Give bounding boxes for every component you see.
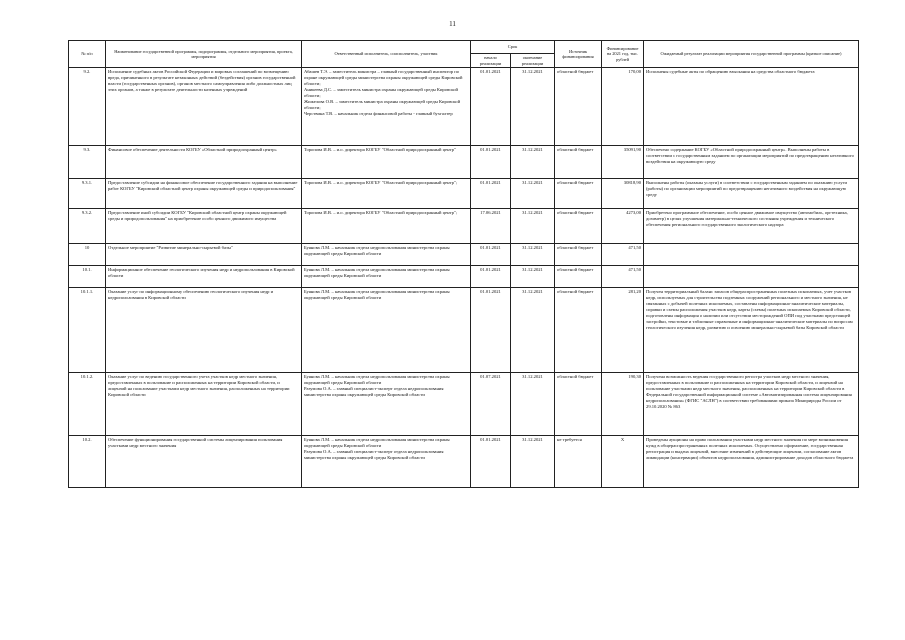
header-start: начало реализации: [471, 54, 511, 68]
row-executor: Торопова И.В. – и.о. директора КОГБУ "Областной природоохранный центр";: [302, 209, 471, 244]
header-funding: Финансирование на 2021 год, тыс. рублей: [602, 41, 644, 68]
header-result: Ожидаемый результат реализации мероприятия государственной программы (краткое описание): [644, 41, 859, 68]
row-source: областной бюджет: [555, 68, 602, 146]
row-end: 31.12.2021: [511, 179, 555, 209]
row-funding: 30818,90: [602, 179, 644, 209]
row-num: 9.3.: [69, 146, 106, 179]
row-name: Оказание услуг по ведению государственного учета участков недр местного значения, предоставленных в пользование и расположенных на территории Кировской области, и лицензий на пользование участками недр местного значения, расположенных на территории Кировской области: [106, 373, 302, 436]
row-name: Оказание услуг по информационному обеспечению геологического изучения недр и недропользования в Кировской области: [106, 288, 302, 373]
row-result: Приобретено программное обеспечение, особо ценное движимое имущество (автомобиль, оргтехника, дозиметр) в целях улучшения материально-технического состояния учреждения и технического обеспечения регионального государственного экологического надзора: [644, 209, 859, 244]
row-source: не требуется: [555, 436, 602, 488]
row-executor: Торопова И.В. – и.о. директора КОГБУ "Областной природоохранный центр": [302, 146, 471, 179]
row-result: Исполнены судебные акты по обращению взыскания на средства областного бюджета: [644, 68, 859, 146]
row-end: 31.12.2021: [511, 146, 555, 179]
row-result: Обеспечено содержание КОГБУ «Областной природоохранный центр». Выполнены работы в соответствии с государственным заданием по организации мероприятий по предотвращению негативного воздействия на окружающую среду: [644, 146, 859, 179]
row-source: областной бюджет: [555, 266, 602, 288]
row-num: 9.2.: [69, 68, 106, 146]
header-end: окончание реализации: [511, 54, 555, 68]
header-executor: Ответственный исполнитель, соисполнитель, участник: [302, 41, 471, 68]
row-executor: Буянова Л.М. – начальник отдела недропользования министерства охраны окружающей среды Кировской области: [302, 288, 471, 373]
row-funding: 4273,00: [602, 209, 644, 244]
row-start: 01.07.2021: [471, 373, 511, 436]
header-term: Срок: [471, 41, 555, 54]
row-start: 01.01.2021: [471, 436, 511, 488]
header-num: № п/п: [69, 41, 106, 68]
row-name: Обеспечение функционирования государственной системы лицензирования пользования участками недр местного значения: [106, 436, 302, 488]
row-start: 01.01.2021: [471, 266, 511, 288]
row-executor: Буянова Л.М. – начальник отдела недропользования министерства охраны окружающей среды Кировской области: [302, 244, 471, 266]
table-row: [69, 288, 859, 373]
row-name: Предоставление субсидии на финансовое обеспечение государственного задания на выполнение работ КОГБУ "Кировский областной центр охраны окружающей среды и природопользования": [106, 179, 302, 209]
row-num: 10.1.1.: [69, 288, 106, 373]
row-num: 10.1.2.: [69, 373, 106, 436]
row-funding: 471,50: [602, 266, 644, 288]
row-source: областной бюджет: [555, 288, 602, 373]
row-funding: 190,30: [602, 373, 644, 436]
row-num: 9.3.2.: [69, 209, 106, 244]
row-funding: 281,20: [602, 288, 644, 373]
row-end: 31.12.2021: [511, 266, 555, 288]
row-source: областной бюджет: [555, 373, 602, 436]
row-end: 31.12.2021: [511, 244, 555, 266]
row-end: 31.12.2021: [511, 288, 555, 373]
row-num: 10: [69, 244, 106, 266]
row-name: Информационное обеспечение геологического изучения недр и недропользования в Кировской области: [106, 266, 302, 288]
table-row: [69, 146, 859, 179]
row-start: 17.06.2021: [471, 209, 511, 244]
row-source: областной бюджет: [555, 244, 602, 266]
row-result: Проведены аукционы на право пользования участками недр местного значения по мере возникновения нужд в общераспространенных полезных ископаемых. Осуществлено оформление, государственная регистрация и выдача лицензий, внесение изменений в действующие лицензии, согласование актов ликвидации (консервации) объектов недропользования, администрирование доходов областного бюджета: [644, 436, 859, 488]
row-result: [644, 266, 859, 288]
row-funding: 471,50: [602, 244, 644, 266]
row-name: Предоставление иной субсидии КОГБУ "Кировский областной центр охраны окружающей среды и природопользования" на приобретение особо ценного движимого имущества: [106, 209, 302, 244]
row-executor: Абашев Т.Э. – заместитель министра – главный государственный инспектор по охране окружающей среды министерства охраны окружающей среды Кировской области; Аникеева Д.С. – заместитель министра охраны окружающей среды Кировской области; Жижелова О.В. – заместитель министра охраны окружающей среды Кировской области; Черствина Т.В. – начальник отдела финансовой работы - главный бухгалтер: [302, 68, 471, 146]
row-result: [644, 244, 859, 266]
header-source: Источник финансирования: [555, 41, 602, 68]
row-start: 01.01.2021: [471, 146, 511, 179]
row-funding: 170,00: [602, 68, 644, 146]
row-num: 10.1.: [69, 266, 106, 288]
table-row: [69, 179, 859, 209]
row-source: областной бюджет: [555, 179, 602, 209]
row-start: 01.01.2021: [471, 244, 511, 266]
row-executor: Торопова И.В. – и.о. директора КОГБУ "Областной природоохранный центр";: [302, 179, 471, 209]
table-row: [69, 244, 859, 266]
row-name: Финансовое обеспечение деятельности КОГБУ «Областной природоохранный центр»: [106, 146, 302, 179]
table-row: [69, 209, 859, 244]
row-executor: Буянова Л.М. – начальник отдела недропользования министерства охраны окружающей среды Кировской области: [302, 266, 471, 288]
table-row: [69, 436, 859, 488]
row-start: 01.01.2021: [471, 179, 511, 209]
row-end: 31.12.2021: [511, 436, 555, 488]
row-result: Получен территориальный баланс запасов общераспространенных полезных ископаемых, учет участков недр, используемых для строительства подземных сооружений регионального и местного значения, не связанных с добычей полезных ископаемых, составлены информационно-аналитические материалы, справки и схемы расположения участков недр, карты (схемы) полезных ископаемых Кировской области, подготовлены информация о наличии или отсутствии месторождений ОПИ под участками предстоящей застройки, текстовые и табличные справочные и информационно-аналитические материалы по вопросам геологического изучения недр, развитию и освоению минерально-сырьевой базы Кировской области: [644, 288, 859, 373]
row-end: 31.12.2021: [511, 209, 555, 244]
table-row: [69, 68, 859, 146]
row-num: 9.3.1.: [69, 179, 106, 209]
program-table: [68, 40, 859, 488]
row-name: Отдельное мероприятие "Развитие минерально-сырьевой базы": [106, 244, 302, 266]
row-end: 31.12.2021: [511, 373, 555, 436]
row-executor: Буянова Л.М. – начальник отдела недропользования министерства охраны окружающей среды Кировской области Разумова О.А. – главный специалист-эксперт отдела недропользования министерства охраны окружающей среды Кировской области: [302, 373, 471, 436]
row-result: Получена возможность ведения государственного регистра участков недр местного значения, предоставленных в пользование и расположенных на территории Кировской области, и лицензий на пользование участками недр местного значения, расположенных на территории Кировской области в Федеральной государственной информационной системе «Автоматизированная система лицензирования недропользования» (ФГИС "АСЛН") в соответствии требованиями приказа Минприроды России от 29.10.2020 № 863: [644, 373, 859, 436]
row-source: областной бюджет: [555, 209, 602, 244]
row-source: областной бюджет: [555, 146, 602, 179]
row-result: Выполнены работы (оказаны услуги) в соответствии с государственным заданием по оказанию услуги (работы) по организации мероприятий по предотвращению негативного воздействия на окружающую среду: [644, 179, 859, 209]
page-number: 11: [449, 20, 456, 28]
row-end: 31.12.2021: [511, 68, 555, 146]
row-start: 01.01.2021: [471, 288, 511, 373]
row-name: Исполнение судебных актов Российской Федерации и мировых соглашений по возмещению вреда, причиненного в результате незаконных действий (бездействия) органов государственной власти (государственных органов), органов местного самоуправления либо должностных лиц этих органов, а также в результате деятельности казенных учреждений: [106, 68, 302, 146]
table-row: [69, 373, 859, 436]
row-start: 01.01.2021: [471, 68, 511, 146]
row-executor: Буянова Л.М. – начальник отдела недропользования министерства охраны окружающей среды Кировской области Разумова О.А. – главный специалист-эксперт отдела недропользования министерства охраны окружающей среды Кировской области: [302, 436, 471, 488]
row-funding: 35091,90: [602, 146, 644, 179]
header-name: Наименование государственной программы, подпрограммы, отдельного мероприятия, проекта, мероприятия: [106, 41, 302, 68]
table-row: [69, 266, 859, 288]
row-num: 10.2.: [69, 436, 106, 488]
row-funding: Х: [602, 436, 644, 488]
